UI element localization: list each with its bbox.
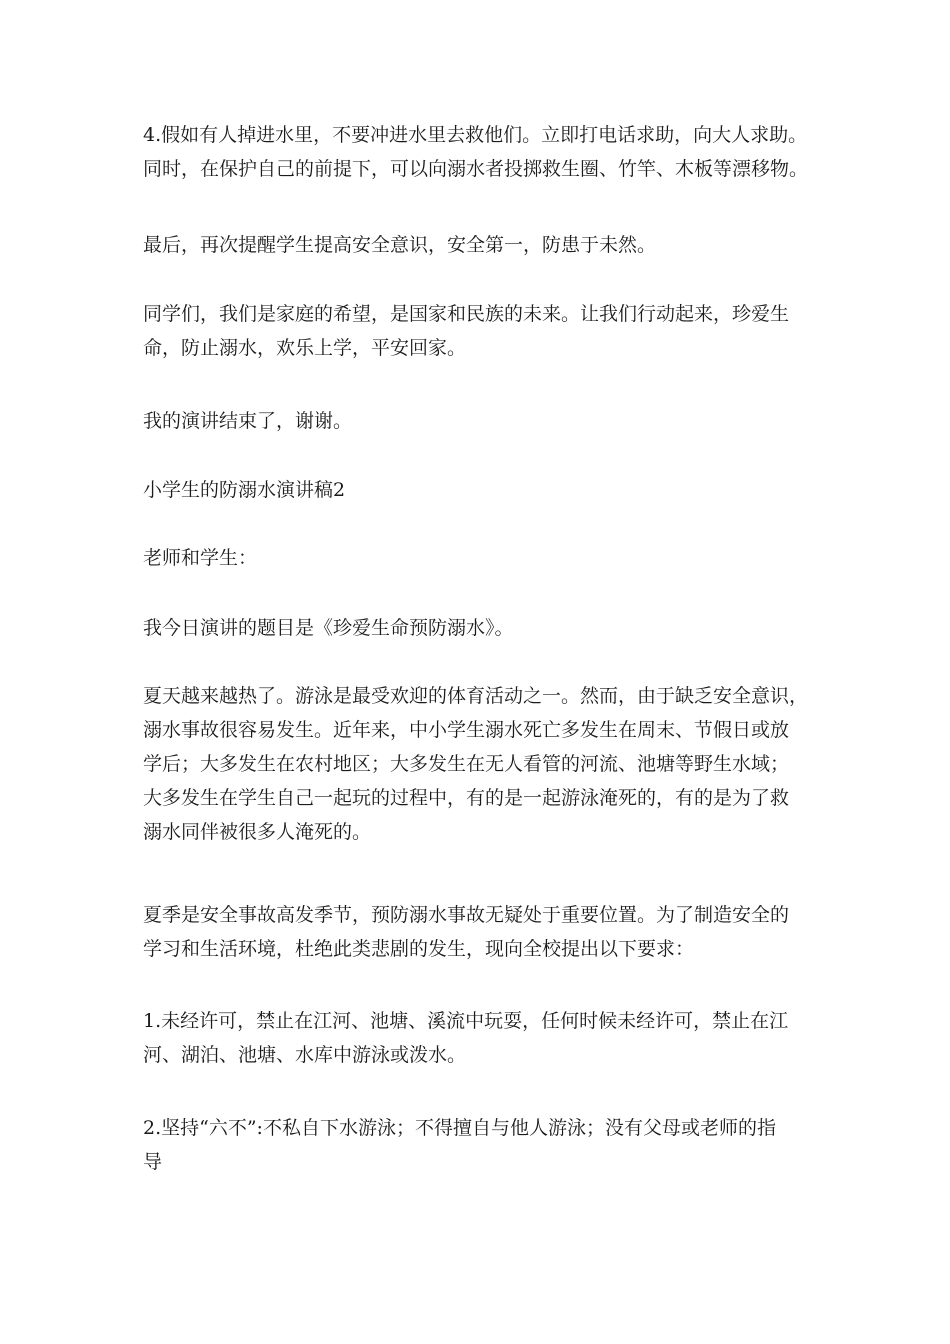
text-line: 河、湖泊、池塘、水库中游泳或泼水。	[143, 1044, 467, 1066]
text-line: 夏天越来越热了。游泳是最受欢迎的体育活动之一。然而，由于缺乏安全意识，	[143, 685, 809, 707]
text-line: 同学们，我们是家庭的希望，是国家和民族的未来。让我们行动起来，珍爱生	[143, 303, 790, 325]
text-line: 导	[143, 1151, 163, 1173]
text-line: 小学生的防溺水演讲稿2	[143, 479, 346, 501]
text-line: 我今日演讲的题目是《珍爱生命预防溺水》。	[143, 617, 514, 639]
text-line: 溺水同伴被很多人淹死的。	[143, 821, 372, 843]
text-line: 同时，在保护自己的前提下，可以向溺水者投掷救生圈、竹竿、木板等漂移物。	[143, 158, 809, 180]
text-line: 4.假如有人掉进水里，不要冲进水里去救他们。立即打电话求助，向大人求助。	[143, 124, 808, 146]
paragraph-rule-2	[143, 1111, 823, 1179]
text-line: 溺水事故很容易发生。近年来，中小学生溺水死亡多发生在周末、节假日或放	[143, 719, 790, 741]
text-line: 学习和生活环境，杜绝此类悲剧的发生，现向全校提出以下要求：	[143, 938, 695, 960]
paragraph-closing	[143, 404, 823, 438]
text-line: 最后，再次提醒学生提高安全意识，安全第一，防患于未然。	[143, 234, 657, 256]
text-line: 命，防止溺水，欢乐上学，平安回家。	[143, 337, 467, 359]
paragraph-summer-risk	[143, 679, 823, 849]
paragraph-safety-reminder	[143, 228, 823, 262]
paragraph-greeting	[143, 541, 823, 575]
text-line: 学后；大多发生在农村地区；大多发生在无人看管的河流、池塘等野生水域；	[143, 753, 790, 775]
section-title	[143, 473, 823, 507]
paragraph-call-to-action	[143, 297, 823, 365]
paragraph-school-requirements	[143, 898, 823, 966]
text-line: 我的演讲结束了，谢谢。	[143, 410, 353, 432]
paragraph-speech-topic	[143, 611, 823, 645]
text-line: 老师和学生：	[143, 547, 258, 569]
text-line: 2.坚持“六不”:不私自下水游泳；不得擅自与他人游泳；没有父母或老师的指	[143, 1117, 776, 1139]
text-line: 夏季是安全事故高发季节，预防溺水事故无疑处于重要位置。为了制造安全的	[143, 904, 790, 926]
paragraph-rule-1	[143, 1004, 823, 1072]
text-line: 大多发生在学生自己一起玩的过程中，有的是一起游泳淹死的，有的是为了救	[143, 787, 790, 809]
text-line: 1.未经许可，禁止在江河、池塘、溪流中玩耍，任何时候未经许可，禁止在江	[143, 1010, 789, 1032]
paragraph-rescue-advice	[143, 118, 823, 186]
